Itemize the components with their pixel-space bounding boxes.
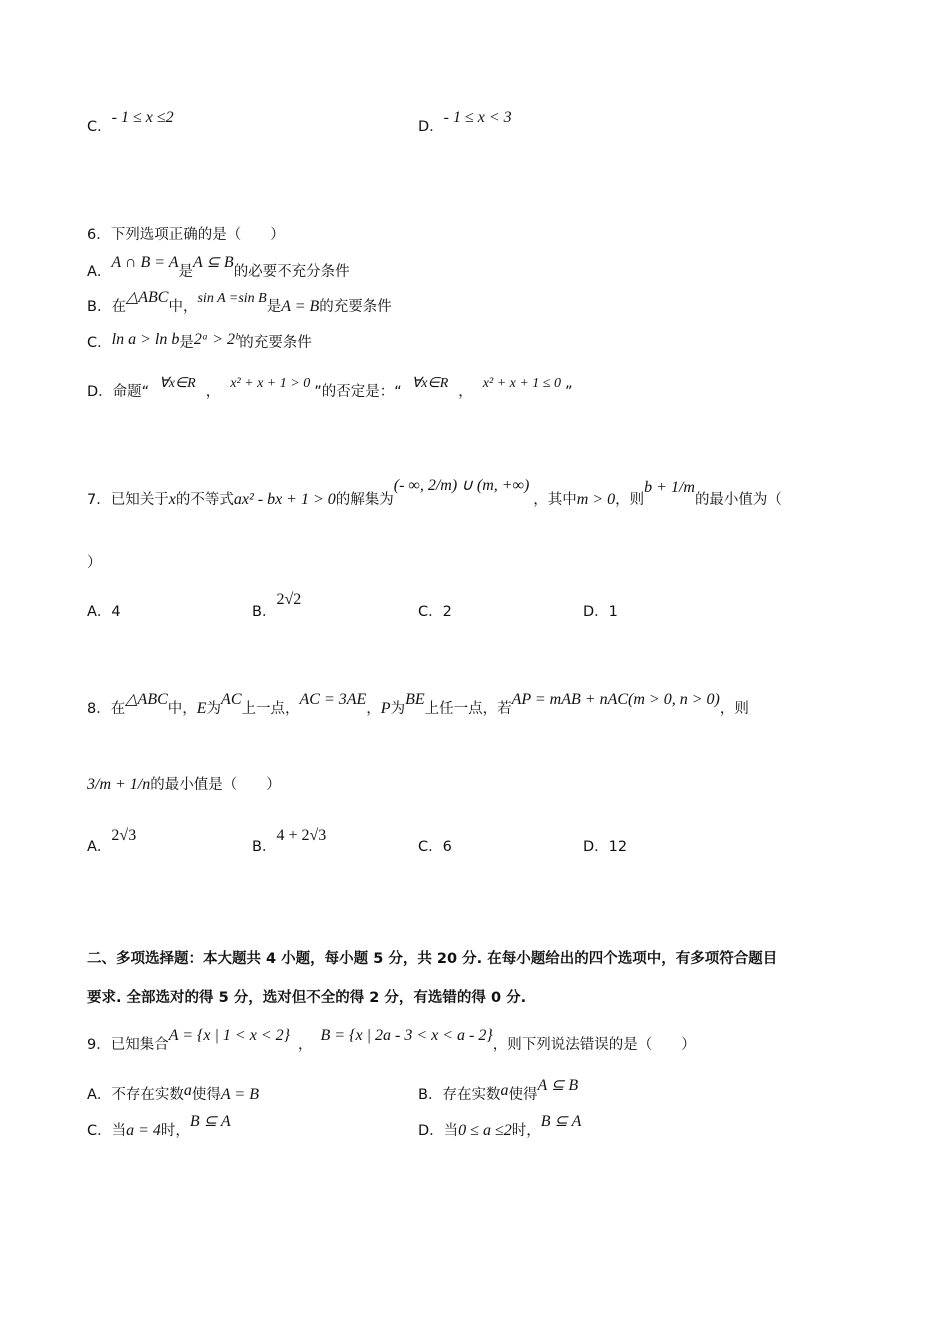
math-expression: A = B xyxy=(281,298,320,315)
text: 中， xyxy=(168,299,198,315)
text: 中， xyxy=(167,701,197,717)
text: 的必要不充分条件 xyxy=(233,264,350,280)
q9-option-c xyxy=(87,1113,231,1141)
option-value: 12 xyxy=(608,839,628,855)
math-expression: B ⊆ A xyxy=(540,1113,582,1130)
math-expression: - 1 ≤ x ≤2 xyxy=(111,109,174,126)
math-expression: x² + x + 1 > 0 xyxy=(230,376,311,391)
math-expression: △ABC xyxy=(125,691,168,708)
math-expression: △ABC xyxy=(125,289,169,306)
math-expression: ∀x∈R xyxy=(411,376,449,391)
option-label: C． xyxy=(418,839,443,855)
q7-stem xyxy=(87,477,782,510)
q6-option-c xyxy=(87,333,312,353)
option-label: A． xyxy=(87,1087,112,1103)
math-expression: - 1 ≤ x < 3 xyxy=(443,109,512,126)
text: 的充要条件 xyxy=(239,335,312,351)
q8-option-c xyxy=(418,837,452,857)
text: ， xyxy=(366,701,381,717)
option-label: B． xyxy=(418,1087,443,1103)
text: 当 xyxy=(443,1123,459,1139)
q7-stem-close: ） xyxy=(87,555,102,571)
text: ，则 xyxy=(615,492,645,508)
option-label: D． xyxy=(583,604,609,620)
text: 的不等式 xyxy=(175,492,234,508)
text: 是 xyxy=(178,264,194,280)
text: 上任一点，若 xyxy=(424,701,512,717)
math-variable: P xyxy=(380,700,391,717)
q6-stem: 6．下列选项正确的是（ ） xyxy=(87,227,285,243)
math-expression: x² + x + 1 ≤ 0 xyxy=(482,376,561,391)
option-label: C． xyxy=(87,335,112,351)
section-2-heading: 二、多项选择题：本大题共 4 小题，每小题 5 分，共 20 分. 在每小题给出的四个选项中，有多项符合题目 xyxy=(87,951,778,967)
text: 上一点， xyxy=(241,701,300,717)
option-value: 2√2 xyxy=(276,591,302,608)
math-variable: E xyxy=(196,700,207,717)
q7-option-c xyxy=(418,602,452,622)
math-expression: A ∩ B = A xyxy=(111,254,179,271)
option-value: 4 xyxy=(111,604,121,620)
q8-option-d xyxy=(583,837,627,857)
q9-stem xyxy=(87,1027,696,1055)
math-expression: B ⊆ A xyxy=(189,1113,231,1130)
math-expression: b + 1/m xyxy=(644,479,695,496)
q5-option-d xyxy=(418,109,512,137)
math-expression: 2ᵃ > 2ᵇ xyxy=(193,331,240,348)
math-expression: 0 ≤ a ≤2 xyxy=(458,1122,512,1139)
math-expression: A ⊆ B xyxy=(537,1077,579,1094)
option-label: B． xyxy=(252,839,277,855)
text: 的充要条件 xyxy=(319,299,392,315)
math-variable: BE xyxy=(405,691,425,708)
option-label: D． xyxy=(583,839,609,855)
text: ，其中 xyxy=(533,492,577,508)
q7-option-a xyxy=(87,602,121,622)
q8-option-b xyxy=(252,827,327,857)
math-expression: sin A =sin B xyxy=(197,291,267,306)
set-b: B = {x | 2a - 3 < x < a - 2} xyxy=(320,1027,493,1044)
q9-option-d xyxy=(418,1113,582,1141)
option-label: A． xyxy=(87,839,112,855)
math-expression: ax² - bx + 1 > 0 xyxy=(233,491,336,508)
option-value: 6 xyxy=(442,839,452,855)
math-variable: a xyxy=(500,1082,509,1099)
text: 的解集为 xyxy=(335,492,394,508)
q8-option-a xyxy=(87,827,137,857)
math-expression: ln a > ln b xyxy=(111,331,180,348)
text: ”的否定是：“ xyxy=(314,384,402,400)
q7-option-b xyxy=(252,591,302,622)
set-a: A = {x | 1 < x < 2} xyxy=(168,1027,291,1044)
math-expression: AC = 3AE xyxy=(299,691,367,708)
math-expression: 3/m + 1/n xyxy=(87,776,151,793)
option-label: C． xyxy=(418,604,443,620)
solution-set: (- ∞, 2/m) ∪ (m, +∞) xyxy=(393,477,530,494)
text: 9．已知集合 xyxy=(87,1037,169,1053)
text: 为 xyxy=(206,701,222,717)
math-variable: a xyxy=(183,1082,192,1099)
math-expression: m > 0 xyxy=(576,491,616,508)
text: 在 xyxy=(111,299,126,315)
math-variable: AC xyxy=(221,691,242,708)
text: 使得 xyxy=(191,1087,221,1103)
option-label: B． xyxy=(87,299,112,315)
text: ， xyxy=(298,1037,313,1053)
q5-option-c xyxy=(87,109,174,137)
q8-stem xyxy=(87,691,749,719)
text: 使得 xyxy=(508,1087,538,1103)
text: 的最小值是（ ） xyxy=(150,777,281,793)
q6-option-a xyxy=(87,254,350,282)
option-value: 4 + 2√3 xyxy=(276,827,327,844)
option-label: B． xyxy=(252,604,277,620)
option-label: A． xyxy=(87,264,112,280)
q6-option-d xyxy=(87,376,573,403)
text: ，则下列说法错误的是（ ） xyxy=(492,1037,696,1053)
text: ，则 xyxy=(719,701,749,717)
text: 时， xyxy=(160,1123,190,1139)
math-expression: ∀x∈R xyxy=(159,376,196,391)
option-label: A． xyxy=(87,604,112,620)
math-expression: a = 4 xyxy=(126,1122,161,1139)
q6-option-b xyxy=(87,289,392,318)
option-label: D． xyxy=(87,384,113,400)
section-2-heading-continued: 要求. 全部选对的得 5 分，选对但不全的得 2 分，有选错的得 0 分. xyxy=(87,990,527,1006)
text: 是 xyxy=(179,335,194,351)
text: 不存在实数 xyxy=(111,1087,184,1103)
text: 当 xyxy=(111,1123,127,1139)
text: 存在实数 xyxy=(442,1087,501,1103)
option-label: C． xyxy=(87,119,112,135)
text: 8．在 xyxy=(87,701,126,717)
text: ， xyxy=(205,384,221,400)
q9-option-a xyxy=(87,1082,259,1105)
option-label: D． xyxy=(418,1123,444,1139)
text: 时， xyxy=(511,1123,541,1139)
q9-option-b xyxy=(418,1077,579,1105)
q7-option-d xyxy=(583,602,618,622)
text: 是 xyxy=(266,299,282,315)
math-variable: x xyxy=(168,491,176,508)
text: 命题“ xyxy=(112,384,150,400)
vector-expression: AP = mAB + nAC(m > 0, n > 0) xyxy=(511,691,720,708)
text: 为 xyxy=(390,701,406,717)
option-value: 2 xyxy=(442,604,452,620)
option-value: 1 xyxy=(608,604,618,620)
option-label: C． xyxy=(87,1123,112,1139)
option-label: D． xyxy=(418,119,444,135)
math-expression: A = B xyxy=(220,1086,259,1103)
option-value: 2√3 xyxy=(111,827,137,844)
text: ” xyxy=(564,384,573,400)
q8-stem-continued xyxy=(87,775,281,795)
math-expression: A ⊆ B xyxy=(193,254,234,271)
text: 7．已知关于 xyxy=(87,492,169,508)
text: 的最小值为（ xyxy=(694,492,782,508)
text: ， xyxy=(458,384,473,400)
